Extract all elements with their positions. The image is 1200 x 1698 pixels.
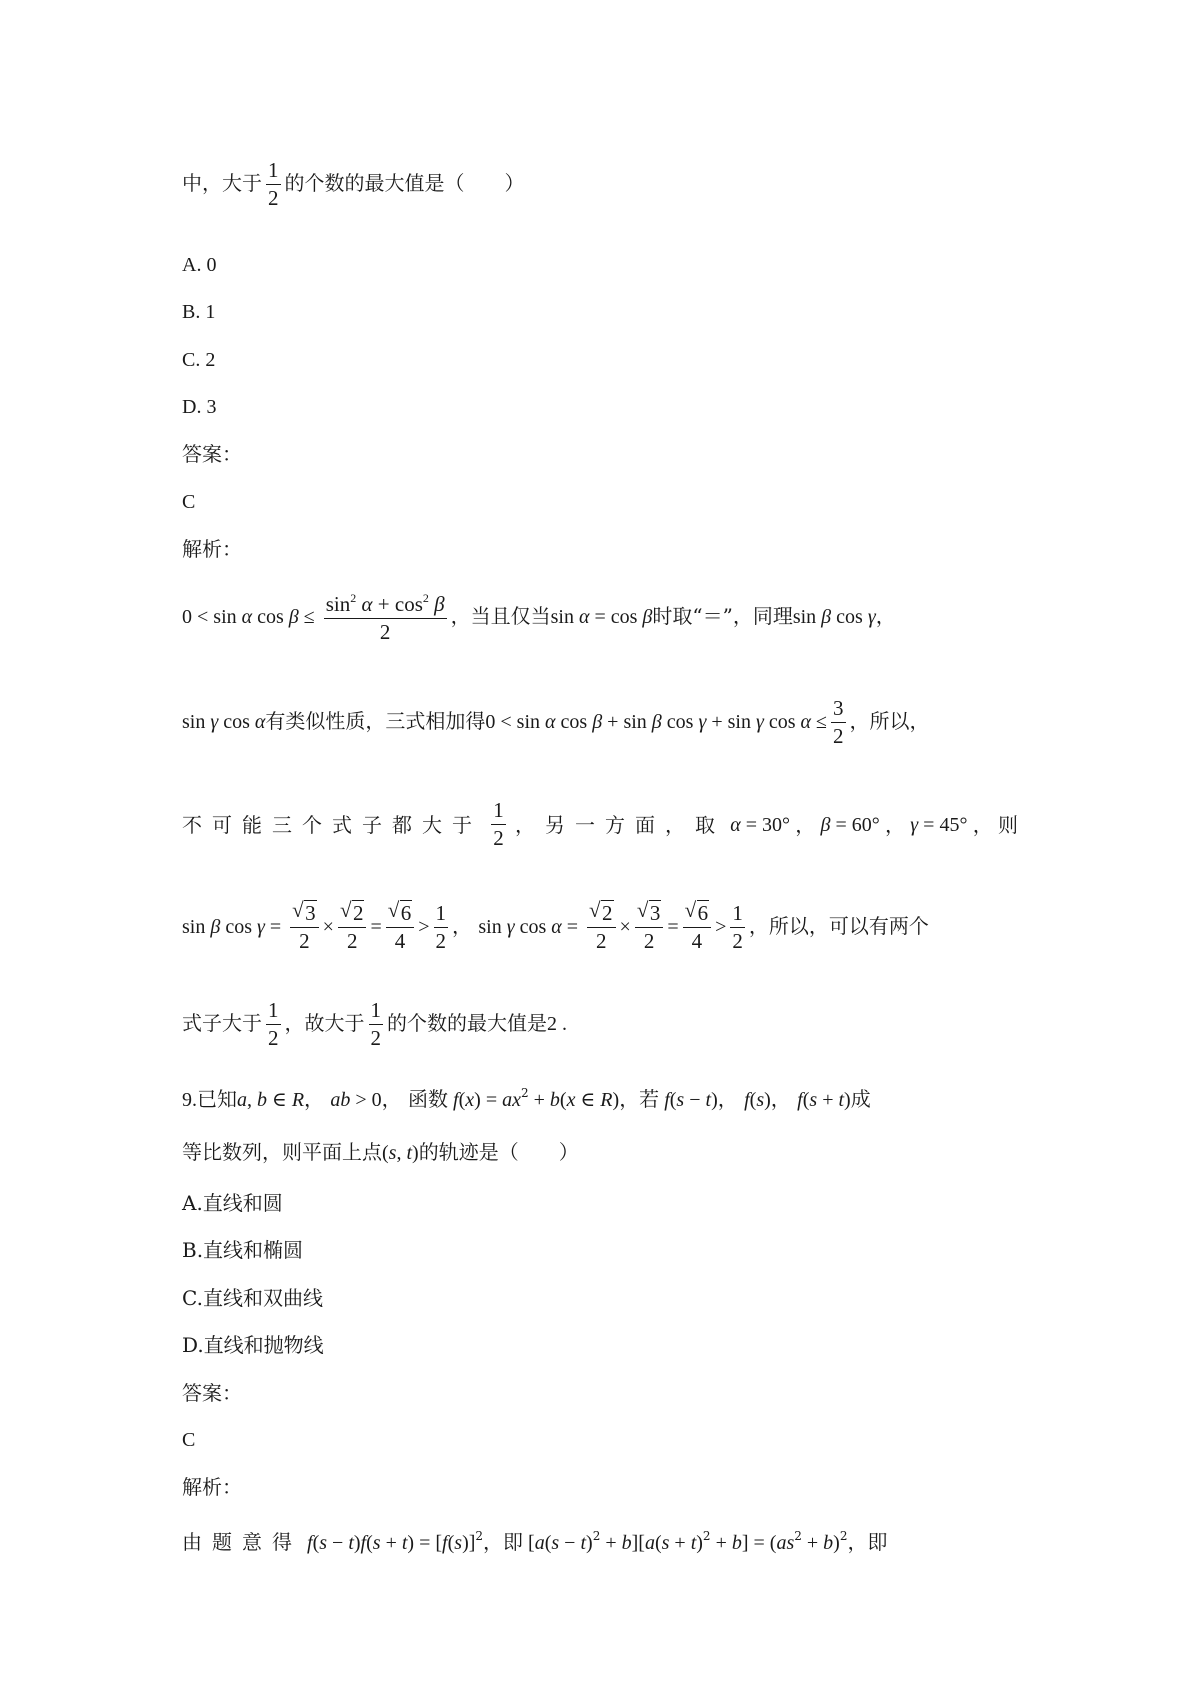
q9-option-a: A.直线和圆 <box>182 1191 283 1215</box>
q8-option-b: B. 1 <box>182 301 216 323</box>
q9-option-c: C.直线和双曲线 <box>182 1286 323 1310</box>
q8-analysis-line-2: sin γ cos α有类似性质，三式相加得0 < sin α cos β + sin β cos γ + sin γ cos α ≤ $\frac{3}{2}$ ，所以， <box>182 696 930 748</box>
q9-analysis-label: 解析： <box>182 1475 242 1499</box>
q8-analysis-line-5: 式子大于 $\frac{1}{2}$ ，故大于 $\frac{1}{2}$ 的个数的最大值是2 . <box>182 998 567 1050</box>
q9-answer: C <box>182 1429 196 1451</box>
fraction-one-half: $\frac{1}{2}$ <box>268 158 279 210</box>
q8-answer-label: 答案： <box>182 442 242 466</box>
q9-stem-line-2: 等比数列，则平面上点(s, t)的轨迹是（ ） <box>182 1140 579 1164</box>
q8-analysis-line-4: sin β cos γ = √ $\frac{3}{2}$ × √ $\frac{2}{2}$ = √ $\frac{6}{4}$ > $\frac{1}{2}$ ， sin γ cos α = √ $\frac{2}{2}$ × √ $\frac{3}{2}$ = √ $\frac{6}{4}$ > $\frac{1}{2}$ ，所以，可以有两个 <box>182 903 929 952</box>
q8-option-a: A. 0 <box>182 254 217 276</box>
q9-answer-label: 答案： <box>182 1381 242 1405</box>
q9-option-d: D.直线和抛物线 <box>182 1333 324 1357</box>
q9-option-b: B.直线和椭圆 <box>182 1238 304 1262</box>
q9-analysis-line-1: 由题意得 $f(s - t)f(s + t) = [f(s)]^2$，即 $[a(s - t)^2 + b][a(s + t)^2 + b] = (as^2 + b)^2$，即 <box>182 1529 888 1554</box>
q9-stem-line-1: 9.已知a, b ∈ R， ab > 0， 函数 $f(x) = ax^2 + b(x$ ∈ R)，若 f(s − t)， f(s)， f(s + t)成 <box>182 1086 871 1111</box>
q8-answer: C <box>182 491 196 513</box>
q8-option-d: D. 3 <box>182 396 217 418</box>
q8-option-c: C. 2 <box>182 349 216 371</box>
q8-stem: 中，大于 $\frac{1}{2}$ 的个数的最大值是（ ） <box>182 158 525 210</box>
q8-analysis-line-3: 不可能三个式子都大于 $\frac{1}{2}$ ，另一方面，取 α = 30° ， β = 60° ， γ = 45° ， 则 <box>182 798 1018 850</box>
q8-analysis-label: 解析： <box>182 537 242 561</box>
q8-analysis-line-1: 0 < sin α cos β ≤ $\frac{\sin^2 \alpha + \cos^2 \beta}{2}$ ，当且仅当sin α = cos β时取“＝”，同理sin β cos γ， <box>182 591 896 644</box>
